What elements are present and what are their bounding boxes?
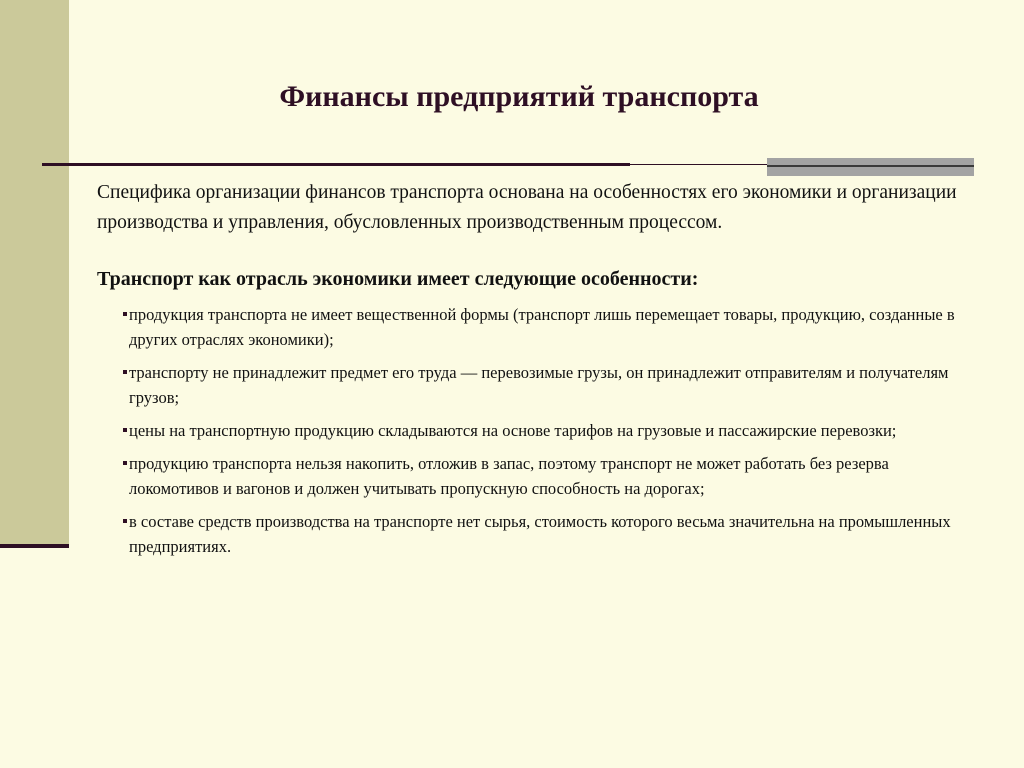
list-item bbox=[129, 451, 977, 501]
list-item-text: в составе средств производства на транспорте нет сырья, стоимость которого весьма значительна на промышленных предприятиях. bbox=[129, 512, 951, 556]
list-item bbox=[129, 360, 977, 410]
list-item bbox=[129, 509, 977, 559]
list-item-text: продукция транспорта не имеет вещественной формы (транспорт лишь перемещает товары, продукцию, созданные в других отраслях экономики); bbox=[129, 305, 955, 349]
title-underline bbox=[42, 163, 630, 166]
intro-paragraph: Специфика организации финансов транспорта основана на особенностях его экономики и организации производства и управления, обусловленных производственным процессом. bbox=[97, 182, 957, 233]
list-item bbox=[129, 418, 977, 443]
bullet-icon bbox=[123, 461, 127, 465]
bullet-icon bbox=[123, 428, 127, 432]
left-band-rule bbox=[0, 544, 69, 548]
left-decorative-band bbox=[0, 0, 69, 544]
features-list bbox=[97, 302, 977, 559]
list-item bbox=[129, 302, 977, 352]
list-item-text: продукцию транспорта нельзя накопить, отложив в запас, поэтому транспорт не может работать без резерва локомотивов и вагонов и должен учитывать пропускную способность на дорогах; bbox=[129, 454, 889, 498]
features-heading: Транспорт как отрасль экономики имеет следующие особенности: bbox=[97, 268, 699, 290]
title-underline-accent-line bbox=[767, 165, 974, 167]
slide-title: Финансы предприятий транспорта bbox=[279, 80, 759, 113]
list-item-text: транспорту не принадлежит предмет его труда — перевозимые грузы, он принадлежит отправителям и получателям грузов; bbox=[129, 363, 949, 407]
title-underline-accent bbox=[767, 158, 974, 176]
slide-body bbox=[97, 178, 977, 567]
bullet-icon bbox=[123, 312, 127, 316]
bullet-icon bbox=[123, 519, 127, 523]
bullet-icon bbox=[123, 370, 127, 374]
list-item-text: цены на транспортную продукцию складываются на основе тарифов на грузовые и пассажирские перевозки; bbox=[129, 421, 897, 440]
